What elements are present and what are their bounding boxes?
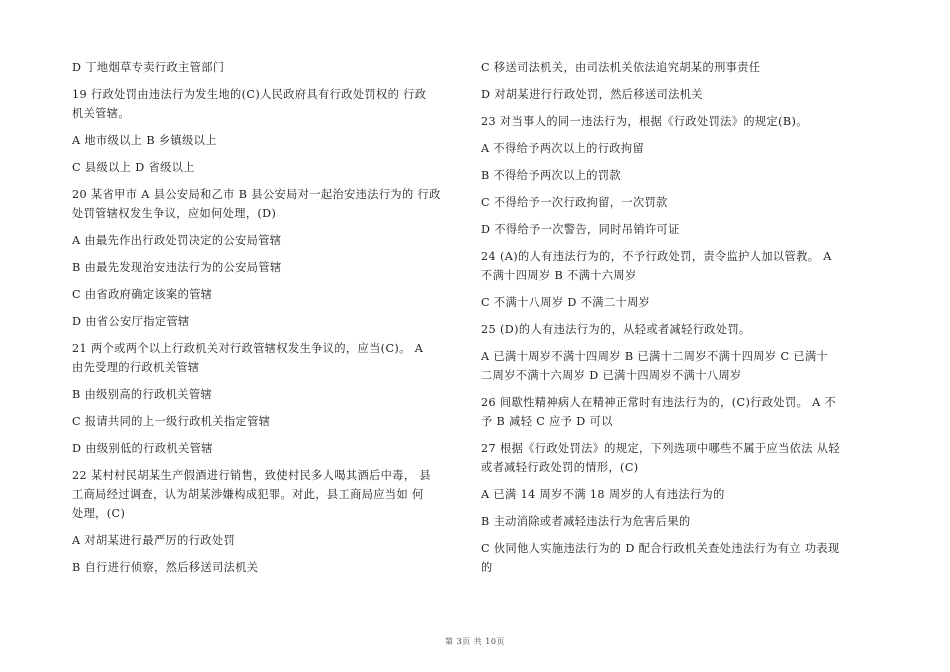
text-line: C 县级以上 D 省级以上 — [72, 161, 195, 174]
left-paragraph — [72, 185, 464, 223]
left-paragraph — [72, 531, 464, 550]
text-line: 予 B 减轻 C 应予 D 可以 — [481, 415, 613, 428]
left-paragraph — [72, 412, 464, 431]
text-line: 23 对当事人的同一违法行为，根据《行政处罚法》的规定(B)。 — [481, 115, 808, 128]
text-line: 机关管辖。 — [72, 107, 130, 120]
text-line: 21 两个或两个以上行政机关对行政管辖权发生争议的，应当(C)。 A — [72, 342, 424, 355]
text-line: C 由省政府确定该案的管辖 — [72, 288, 213, 301]
left-paragraph — [72, 58, 464, 77]
text-line: D 对胡某进行行政处罚，然后移送司法机关 — [481, 88, 703, 101]
text-line: A 已满十周岁不满十四周岁 B 已满十二周岁不满十四周岁 C 已满十 — [481, 350, 829, 363]
left-paragraph — [72, 158, 464, 177]
right-paragraph — [481, 85, 885, 104]
right-paragraph — [481, 139, 885, 158]
text-line: B 由级别高的行政机关管辖 — [72, 388, 213, 401]
text-line: D 由省公安厅指定管辖 — [72, 315, 190, 328]
right-paragraph — [481, 393, 885, 431]
text-line: 19 行政处罚由违法行为发生地的(C)人民政府具有行政处罚权的 行政 — [72, 88, 427, 101]
text-line: C 不得给予一次行政拘留，一次罚款 — [481, 196, 668, 209]
left-paragraph — [72, 385, 464, 404]
left-paragraph — [72, 339, 464, 377]
text-line: 22 某村村民胡某生产假酒进行销售，致使村民多人喝其酒后中毒， 县 — [72, 469, 431, 482]
right-column — [481, 58, 885, 585]
text-line: A 已满 14 周岁不满 18 周岁的人有违法行为的 — [481, 488, 725, 501]
right-paragraph — [481, 320, 885, 339]
text-line: C 报请共同的上一级行政机关指定管辖 — [72, 415, 271, 428]
text-line: 处罚管辖权发生争议，应如何处理，(D) — [72, 207, 277, 220]
text-line: C 不满十八周岁 D 不满二十周岁 — [481, 296, 651, 309]
left-paragraph — [72, 258, 464, 277]
text-line: A 对胡某进行最严厉的行政处罚 — [72, 534, 236, 547]
text-line: A 地市级以上 B 乡镇级以上 — [72, 134, 217, 147]
text-line: 处理，(C) — [72, 507, 126, 520]
left-column — [72, 58, 464, 585]
text-line: B 主动消除或者减轻违法行为危害后果的 — [481, 515, 691, 528]
right-paragraph — [481, 485, 885, 504]
right-paragraph — [481, 247, 885, 285]
left-paragraph — [72, 85, 464, 123]
text-line: 26 间歇性精神病人在精神正常时有违法行为的，(C)行政处罚。 A 不 — [481, 396, 837, 409]
right-paragraph — [481, 347, 885, 385]
right-paragraph — [481, 512, 885, 531]
text-line: 27 根据《行政处罚法》的规定，下列选项中哪些不属于应当依法 从轻 — [481, 442, 840, 455]
right-paragraph — [481, 220, 885, 239]
text-line: B 由最先发现治安违法行为的公安局管辖 — [72, 261, 282, 274]
text-line: 工商局经过调查，认为胡某涉嫌构成犯罪。对此，县工商局应当如 何 — [72, 488, 424, 501]
text-line: 二周岁不满十六周岁 D 已满十四周岁不满十八周岁 — [481, 369, 742, 382]
right-paragraph — [481, 193, 885, 212]
text-line: 25 (D)的人有违法行为的，从轻或者减轻行政处罚。 — [481, 323, 751, 336]
text-line: 的 — [481, 561, 493, 574]
text-line: B 自行进行侦察，然后移送司法机关 — [72, 561, 259, 574]
right-paragraph — [481, 166, 885, 185]
right-paragraph — [481, 112, 885, 131]
text-line: A 不得给予两次以上的行政拘留 — [481, 142, 645, 155]
right-paragraph — [481, 293, 885, 312]
left-paragraph — [72, 439, 464, 458]
left-paragraph — [72, 231, 464, 250]
text-line: C 伙同他人实施违法行为的 D 配合行政机关查处违法行为有立 功表现 — [481, 542, 840, 555]
text-line: 24 (A)的人有违法行为的，不予行政处罚，责令监护人加以管教。 A — [481, 250, 832, 263]
text-line: D 由级别低的行政机关管辖 — [72, 442, 213, 455]
text-line: D 丁地烟草专卖行政主管部门 — [72, 61, 225, 74]
left-paragraph — [72, 312, 464, 331]
left-paragraph — [72, 285, 464, 304]
text-line: A 由最先作出行政处罚决定的公安局管辖 — [72, 234, 282, 247]
right-paragraph — [481, 58, 885, 77]
right-paragraph — [481, 539, 885, 577]
left-paragraph — [72, 466, 464, 523]
page-footer: 第 3页 共 10页 — [445, 637, 505, 646]
text-line: B 不得给予两次以上的罚款 — [481, 169, 622, 182]
text-line: 不满十四周岁 B 不满十六周岁 — [481, 269, 637, 282]
text-line: C 移送司法机关，由司法机关依法追究胡某的刑事责任 — [481, 61, 761, 74]
text-line: 或者减轻行政处罚的情形，(C) — [481, 461, 639, 474]
left-paragraph — [72, 558, 464, 577]
text-line: 20 某省甲市 A 县公安局和乙市 B 县公安局对一起治安违法行为的 行政 — [72, 188, 441, 201]
text-line: D 不得给予一次警告，同时吊销许可证 — [481, 223, 680, 236]
left-paragraph — [72, 131, 464, 150]
text-line: 由先受理的行政机关管辖 — [72, 361, 200, 374]
right-paragraph — [481, 439, 885, 477]
